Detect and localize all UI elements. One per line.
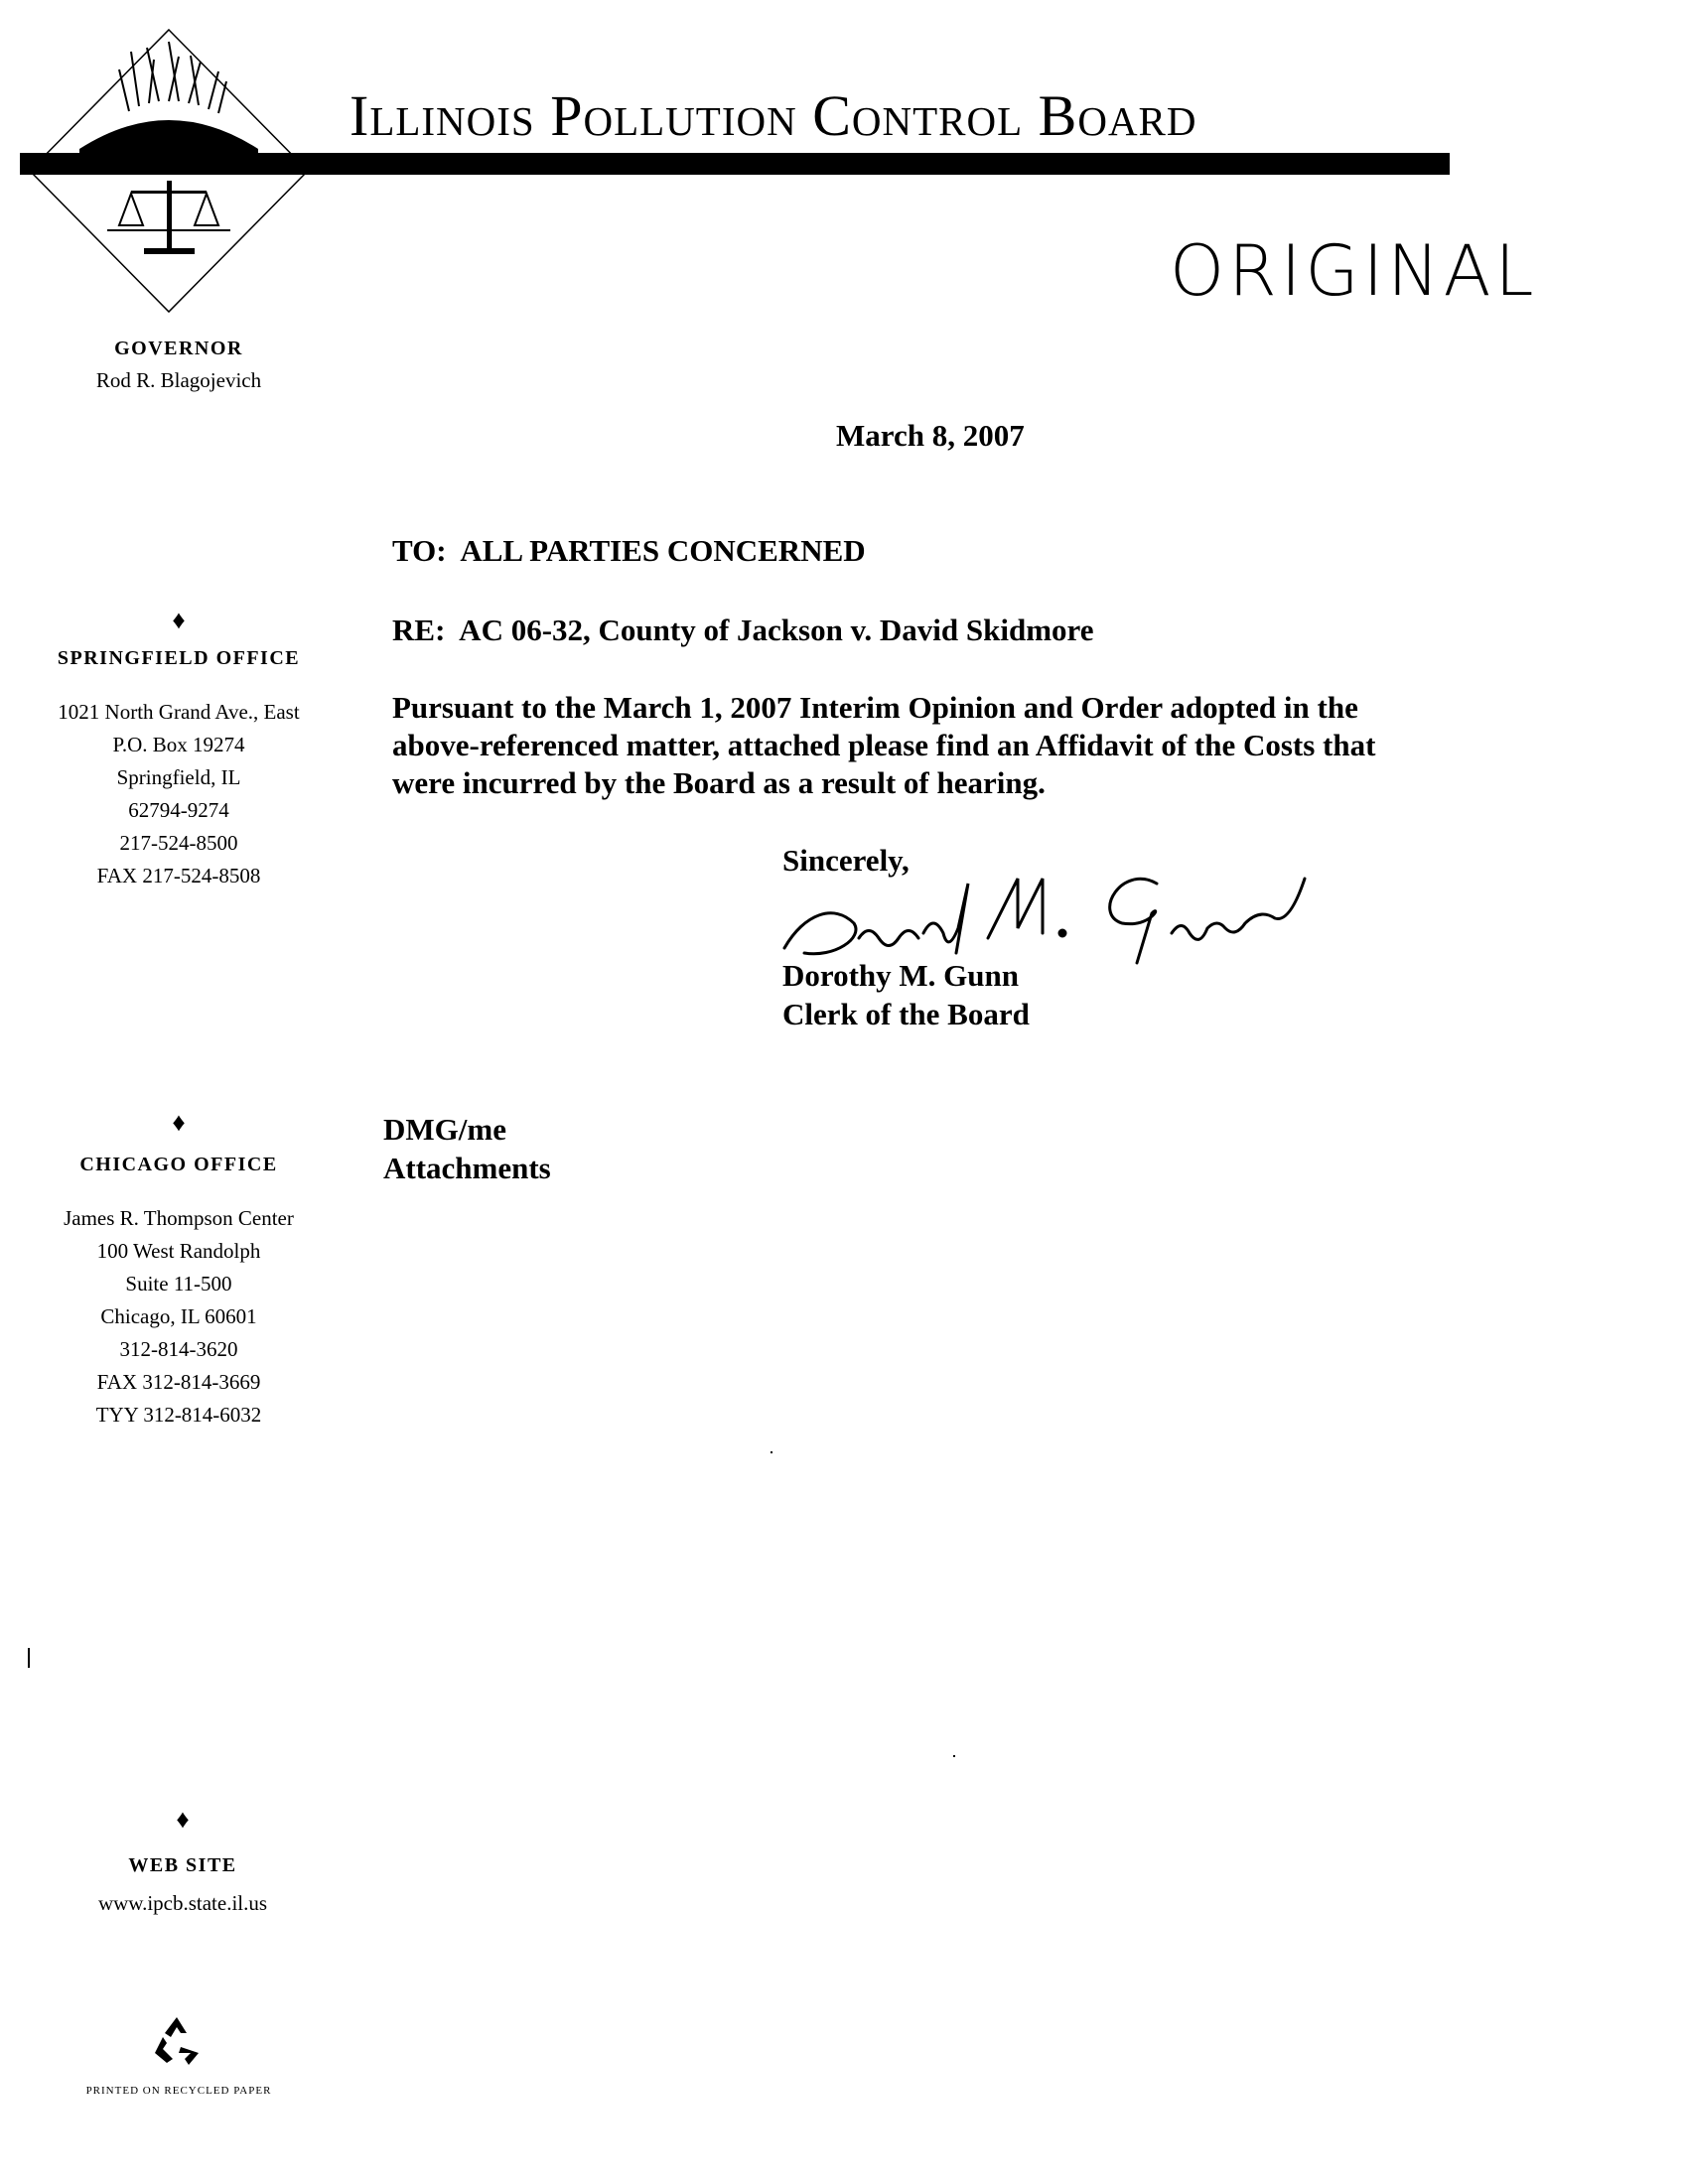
springfield-heading: SPRINGFIELD OFFICE	[57, 647, 301, 669]
website-url: www.ipcb.state.il.us	[97, 1891, 268, 1915]
recycle-icon	[149, 2013, 205, 2069]
governor-block	[20, 338, 338, 397]
letter-date: March 8, 2007	[836, 418, 1025, 453]
closing: Sincerely,	[782, 843, 910, 878]
letterhead-rule	[20, 153, 1450, 175]
chicago-line: Chicago, IL 60601	[100, 1304, 257, 1328]
chicago-line: 312-814-3620	[119, 1337, 238, 1361]
scan-mark	[771, 1451, 772, 1453]
chicago-heading: CHICAGO OFFICE	[79, 1154, 278, 1175]
website-heading: WEB SITE	[128, 1854, 237, 1876]
springfield-line: FAX 217-524-8508	[96, 864, 261, 887]
chicago-line: 100 West Randolph	[96, 1239, 261, 1263]
organization-name: Illinois Pollution Control Board	[350, 83, 1197, 148]
chicago-line: TYY 312-814-6032	[95, 1403, 262, 1427]
springfield-line: P.O. Box 19274	[112, 733, 245, 756]
springfield-line: 217-524-8500	[119, 831, 238, 855]
chicago-line: James R. Thompson Center	[64, 1206, 294, 1230]
signer-title: Clerk of the Board	[782, 997, 1030, 1031]
chicago-office-block	[20, 1110, 338, 1432]
body-line: above-referenced matter, attached please find an Affidavit of the Costs that	[392, 728, 1376, 762]
body-line: Pursuant to the March 1, 2007 Interim Opinion and Order adopted in the	[392, 690, 1358, 725]
springfield-line: 62794-9274	[128, 798, 229, 822]
attachments-note: Attachments	[383, 1151, 551, 1185]
chicago-line: Suite 11-500	[125, 1272, 232, 1296]
to-line: TO: ALL PARTIES CONCERNED	[392, 533, 866, 568]
governor-heading: GOVERNOR	[114, 338, 243, 359]
website-block	[24, 1807, 342, 1920]
reference-initials: DMG/me	[383, 1112, 506, 1147]
body-line: were incurred by the Board as a result of hearing.	[392, 765, 1046, 800]
diamond-bullet-icon: ♦	[172, 1108, 186, 1137]
diamond-bullet-icon: ♦	[176, 1805, 190, 1834]
signer-name: Dorothy M. Gunn	[782, 958, 1019, 993]
chicago-line: FAX 312-814-3669	[96, 1370, 261, 1394]
scan-mark	[28, 1648, 30, 1668]
governor-name: Rod R. Blagojevich	[95, 368, 262, 392]
scan-mark	[953, 1755, 955, 1757]
re-line: RE: AC 06-32, County of Jackson v. David Skidmore	[392, 613, 1094, 647]
body-paragraph	[392, 689, 1465, 802]
diamond-bullet-icon: ♦	[172, 606, 186, 634]
original-stamp: ORIGINAL	[1170, 230, 1538, 312]
springfield-line: 1021 North Grand Ave., East	[58, 700, 300, 724]
springfield-office-block	[20, 608, 338, 892]
springfield-line: Springfield, IL	[116, 765, 241, 789]
recycled-paper-note: PRINTED ON RECYCLED PAPER	[85, 2085, 272, 2097]
